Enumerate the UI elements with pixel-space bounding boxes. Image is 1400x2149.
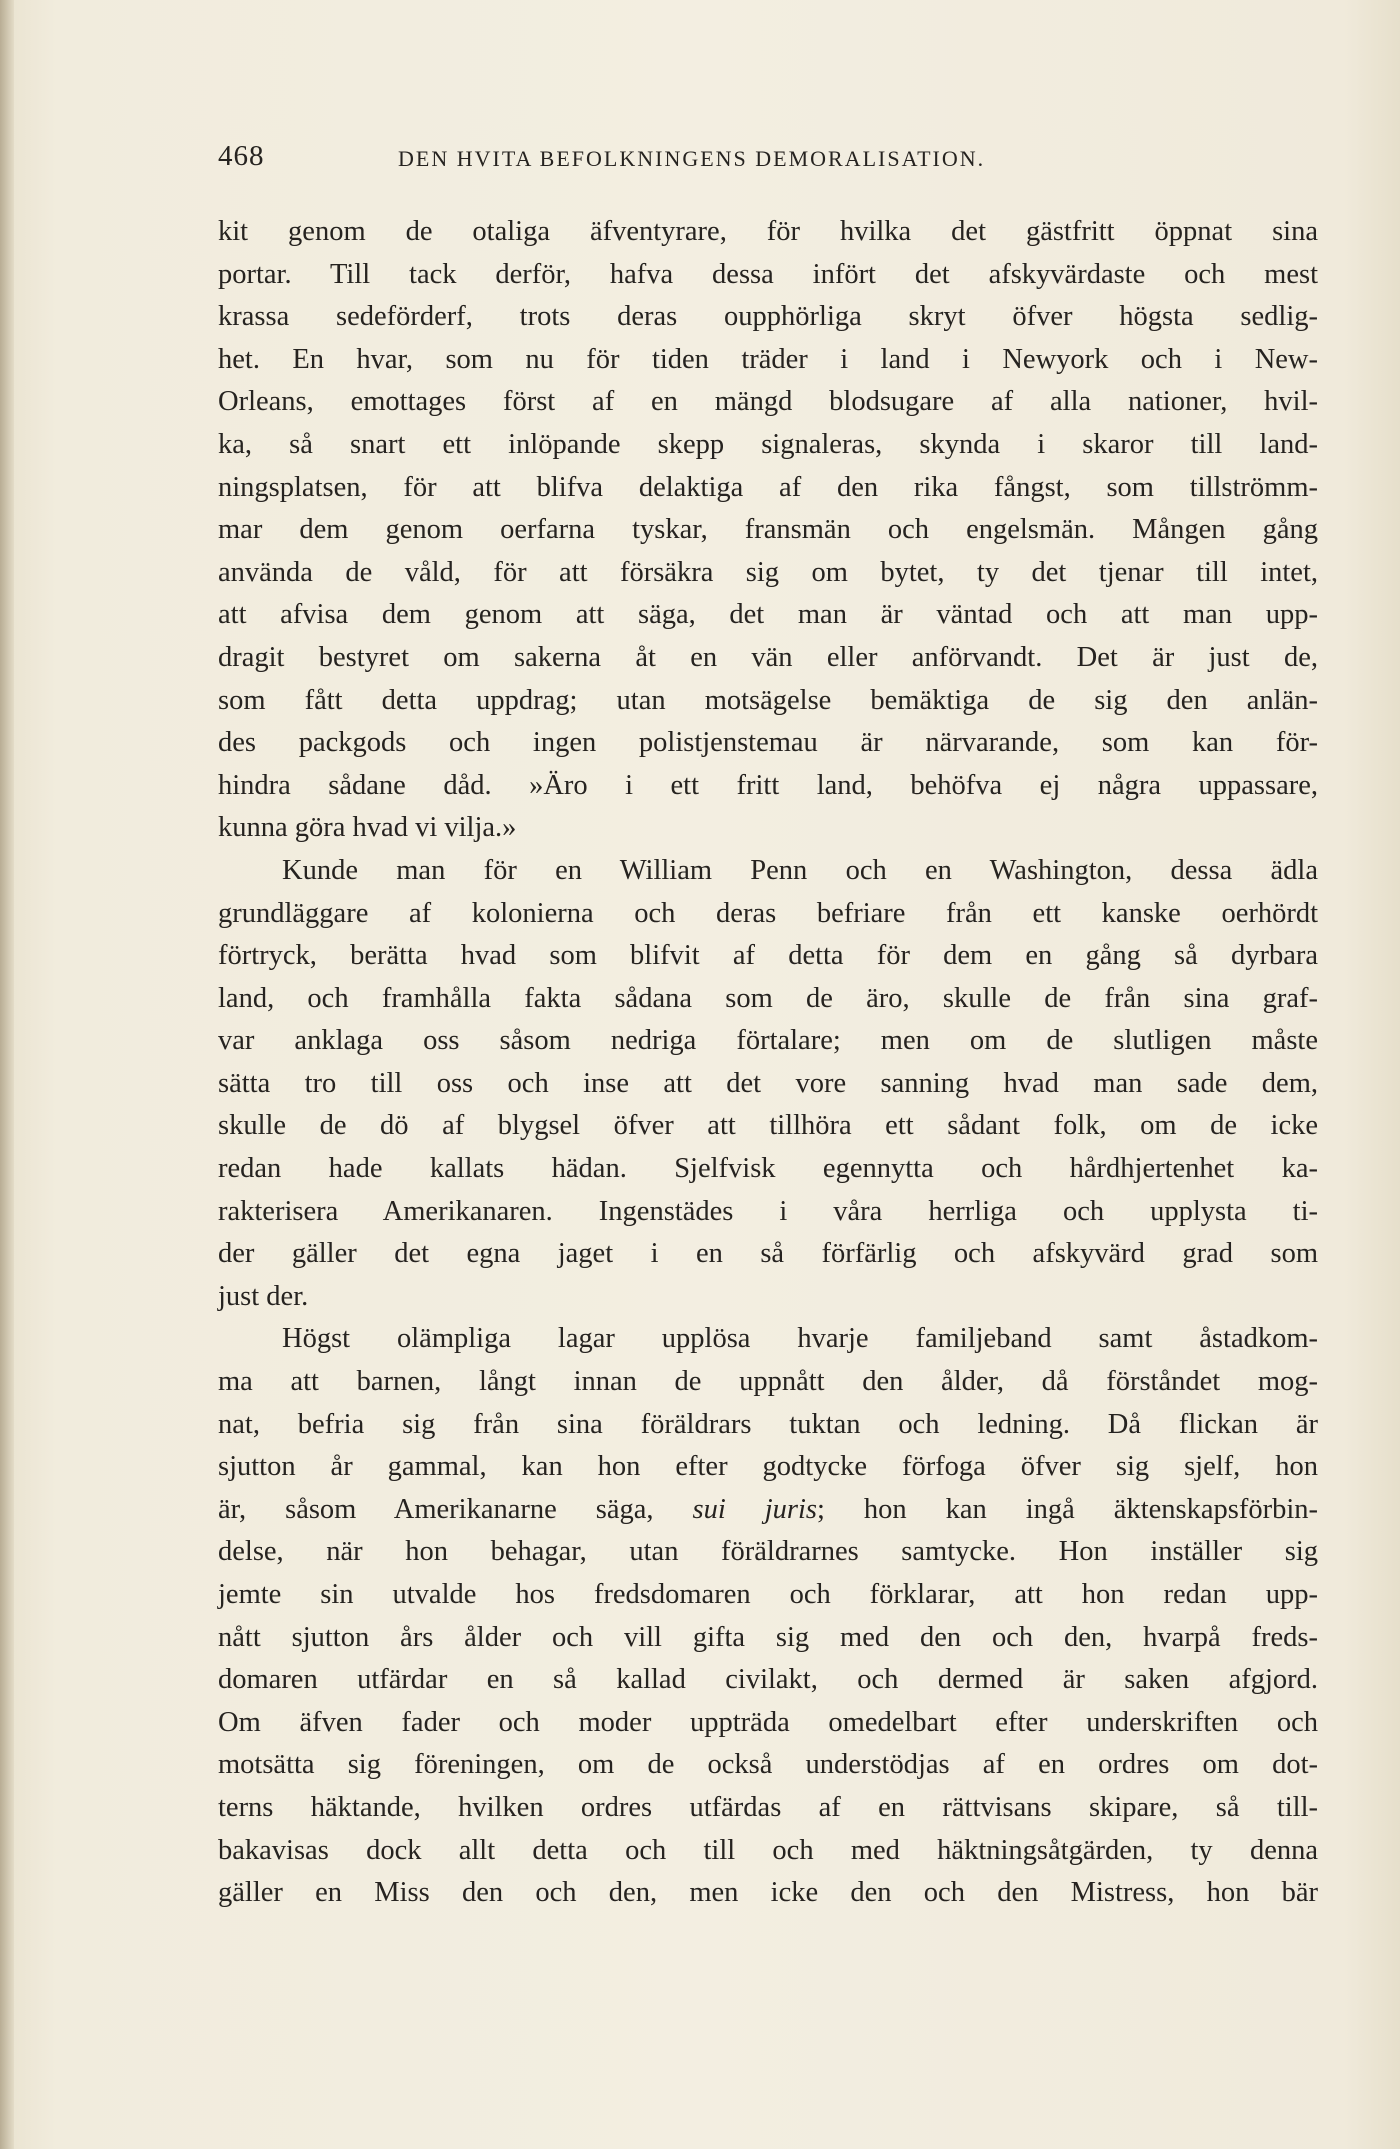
text-line: kunna göra hvad vi vilja.» (218, 812, 517, 844)
text-line: Högst olämpliga lagar upplösa hvarje familjeband samt åstadkom- (282, 1323, 1318, 1355)
text-line: att afvisa dem genom att säga, det man är väntad och att man upp- (218, 599, 1318, 631)
latin-phrase: sui juris (692, 1493, 817, 1525)
text-line: der gäller det egna jaget i en så förfärlig och afskyvärd grad som (218, 1238, 1318, 1270)
body-text (218, 211, 1318, 1915)
text-line: delse, när hon behagar, utan föräldrarnes samtycke. Hon inställer sig (218, 1536, 1318, 1568)
running-title: DEN HVITA BEFOLKNINGENS DEMORALISATION. (398, 146, 986, 171)
text-line: Kunde man för en William Penn och en Washington, dessa ädla (282, 854, 1318, 886)
page-header (218, 140, 1318, 180)
text-line: het. En hvar, som nu för tiden träder i land i Newyork och i New- (218, 343, 1318, 375)
text-line: var anklaga oss såsom nedriga förtalare; men om de slutligen måste (218, 1025, 1318, 1057)
text-line: just der. (218, 1280, 309, 1312)
text-line: bakavisas dock allt detta och till och med häktningsåtgärden, ty denna (218, 1834, 1318, 1866)
text-line: gäller en Miss den och den, men icke den och den Mistress, hon bär (218, 1877, 1318, 1909)
text-line: som fått detta uppdrag; utan motsägelse bemäktiga de sig den anlän- (218, 684, 1318, 716)
text-line: ma att barnen, långt innan de uppnått den ålder, då förståndet mog- (218, 1366, 1318, 1398)
text-line: Om äfven fader och moder uppträda omedelbart efter underskriften och (218, 1706, 1318, 1738)
text-line: grundläggare af kolonierna och deras befriare från ett kanske oerhördt (218, 897, 1318, 929)
text-line: skulle de dö af blygsel öfver att tillhöra ett sådant folk, om de icke (218, 1110, 1318, 1142)
text-line: sjutton år gammal, kan hon efter godtycke förfoga öfver sig sjelf, hon (218, 1451, 1318, 1483)
text-line: portar. Till tack derför, hafva dessa infört det afskyvärdaste och mest (218, 258, 1318, 290)
text-line: dragit bestyret om sakerna åt en vän eller anförvandt. Det är just de, (218, 641, 1318, 673)
page-number: 468 (218, 140, 265, 172)
text-line: nat, befria sig från sina föräldrars tuktan och ledning. Då flickan är (218, 1408, 1318, 1440)
page-edge (0, 0, 14, 2149)
text-line: terns häktande, hvilken ordres utfärdas af en rättvisans skipare, så till- (218, 1791, 1318, 1823)
text-line: använda de våld, för att försäkra sig om bytet, ty det tjenar till intet, (218, 556, 1318, 588)
text-line: land, och framhålla fakta sådana som de äro, skulle de från sina graf- (218, 982, 1318, 1014)
text-line: nått sjutton års ålder och vill gifta sig med den och den, hvarpå freds- (218, 1621, 1318, 1653)
text-line: redan hade kallats hädan. Sjelfvisk egennytta och hårdhjertenhet ka- (218, 1153, 1318, 1185)
text-line: motsätta sig föreningen, om de också understödjas af en ordres om dot- (218, 1749, 1318, 1781)
text-line: ka, så snart ett inlöpande skepp signaleras, skynda i skaror till land- (218, 428, 1318, 460)
text-line: är, såsom Amerikanarne säga, sui juris; hon kan ingå äktenskapsförbin- (218, 1493, 1318, 1525)
text-line: rakterisera Amerikanaren. Ingenstädes i våra herrliga och upplysta ti- (218, 1195, 1318, 1227)
text-line: Orleans, emottages först af en mängd blodsugare af alla nationer, hvil- (218, 386, 1318, 418)
text-line: sätta tro till oss och inse att det vore sanning hvad man sade dem, (218, 1067, 1318, 1099)
text-line: krassa sedeförderf, trots deras oupphörliga skryt öfver högsta sedlig- (218, 301, 1318, 333)
text-line: des packgods och ingen polistjenstemau är närvarande, som kan för- (218, 727, 1318, 759)
text-line: förtryck, berätta hvad som blifvit af detta för dem en gång så dyrbara (218, 940, 1318, 972)
text-line: domaren utfärdar en så kallad civilakt, och dermed är saken afgjord. (218, 1664, 1318, 1696)
text-line: hindra sådane dåd. »Äro i ett fritt land, behöfva ej några uppassare, (218, 769, 1318, 801)
text-line: ningsplatsen, för att blifva delaktiga af den rika fångst, som tillströmm- (218, 471, 1318, 503)
text-line: kit genom de otaliga äfventyrare, för hvilka det gästfritt öppnat sina (218, 216, 1318, 247)
text-line: mar dem genom oerfarna tyskar, fransmän och engelsmän. Mången gång (218, 514, 1318, 546)
text-line: jemte sin utvalde hos fredsdomaren och förklarar, att hon redan upp- (218, 1579, 1318, 1610)
